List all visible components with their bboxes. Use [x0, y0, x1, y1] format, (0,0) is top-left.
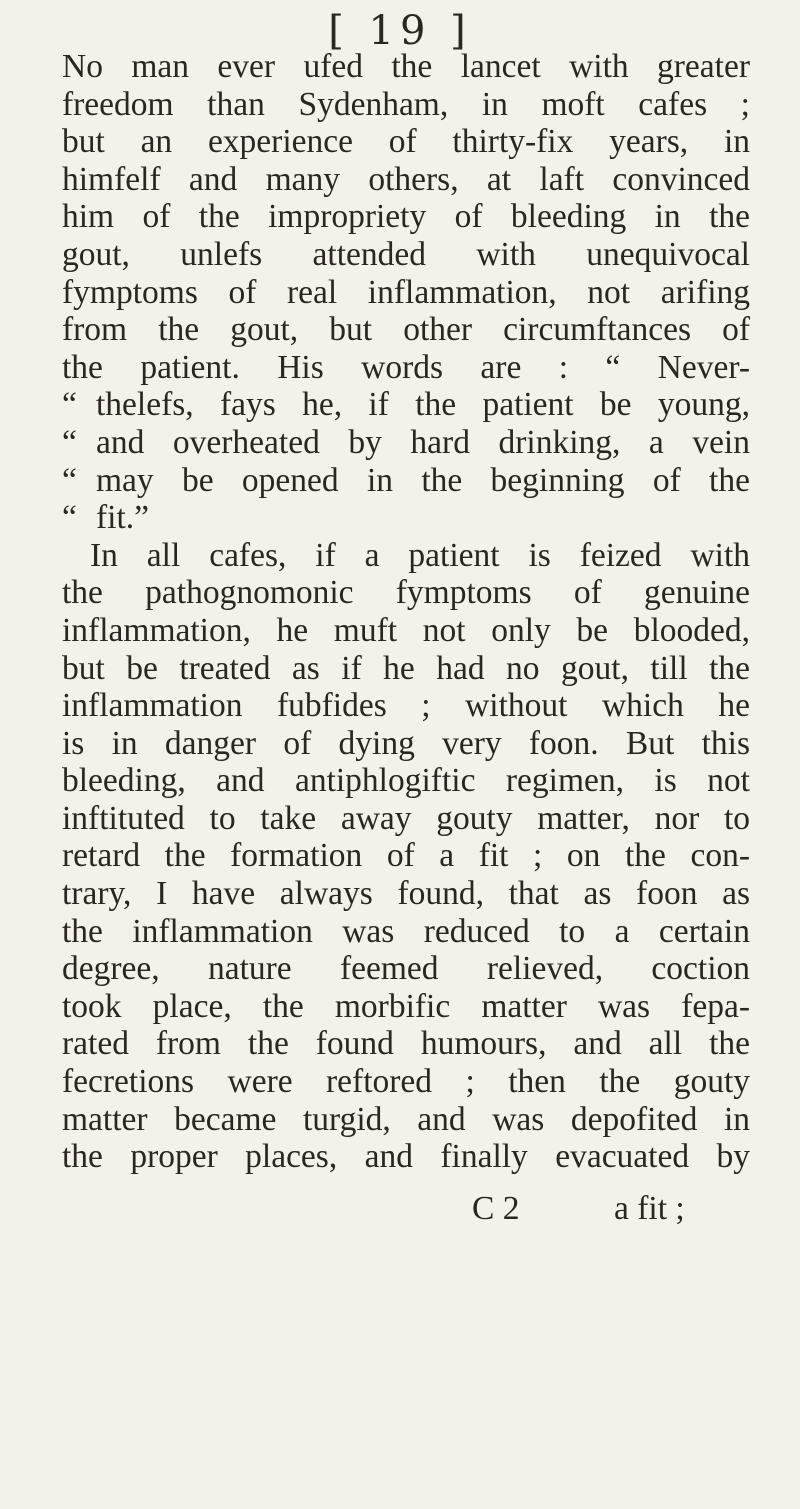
quote-line: “ fit.”: [62, 499, 150, 537]
quote-line: “ and overheated by hard drinking, a vein: [62, 423, 750, 461]
text-line: freedom than Sydenham, in moft cafes ;: [62, 85, 750, 123]
signature-mark: C 2: [472, 1190, 520, 1227]
text-line: No man ever ufed the lancet with greater: [62, 48, 750, 85]
quote-mark: “: [62, 461, 77, 499]
text-line: fecretions were reftored ; then the gouty: [62, 1063, 750, 1101]
text-line: from the gout, but other circumftances of: [62, 311, 750, 349]
text-line: the inflammation was reduced to a certain: [62, 912, 750, 950]
text-line: fymptoms of real inflammation, not arifing: [62, 273, 750, 311]
text-line: is in danger of dying very foon. But this: [62, 724, 750, 762]
text-line: but be treated as if he had no gout, till the: [62, 649, 750, 687]
text-line: inflammation, he muft not only be blooded,: [62, 611, 750, 649]
text-line: himfelf and many others, at laft convinced: [62, 160, 750, 198]
text-line: the pathognomonic fymptoms of genuine: [62, 574, 750, 612]
catchword: a fit ;: [614, 1190, 685, 1227]
quote-mark: “: [62, 423, 77, 461]
text-line: inflammation fubfides ; without which he: [62, 687, 750, 725]
text-line: retard the formation of a fit ; on the con-: [62, 837, 750, 875]
text-line: took place, the morbific matter was fepa-: [62, 987, 750, 1025]
body-text: [62, 48, 750, 1176]
text-line: him of the impropriety of bleeding in the: [62, 198, 750, 236]
quote-mark: “: [62, 386, 77, 424]
text-line: the proper places, and finally evacuated by: [62, 1138, 750, 1176]
text-line: trary, I have always found, that as foon as: [62, 875, 750, 913]
text-line: but an experience of thirty-fix years, in: [62, 123, 750, 161]
text-line: inftituted to take away gouty matter, nor to: [62, 799, 750, 837]
text-line: matter became turgid, and was depofited in: [62, 1100, 750, 1138]
text-line: rated from the found humours, and all the: [62, 1025, 750, 1063]
text-line: the patient. His words are : “ Never-: [62, 348, 750, 386]
quote-mark: “: [62, 499, 77, 537]
text-line: degree, nature feemed relieved, coction: [62, 950, 750, 988]
page-number-header: [ 19 ]: [328, 8, 472, 54]
quote-line: “ thelefs, fays he, if the patient be young,: [62, 386, 750, 424]
quote-line: “ may be opened in the beginning of the: [62, 461, 750, 499]
text-line: gout, unlefs attended with unequivocal: [62, 235, 750, 273]
text-line: bleeding, and antiphlogiftic regimen, is not: [62, 762, 750, 800]
paragraph-start-line: In all cafes, if a patient is feized with: [90, 536, 750, 574]
